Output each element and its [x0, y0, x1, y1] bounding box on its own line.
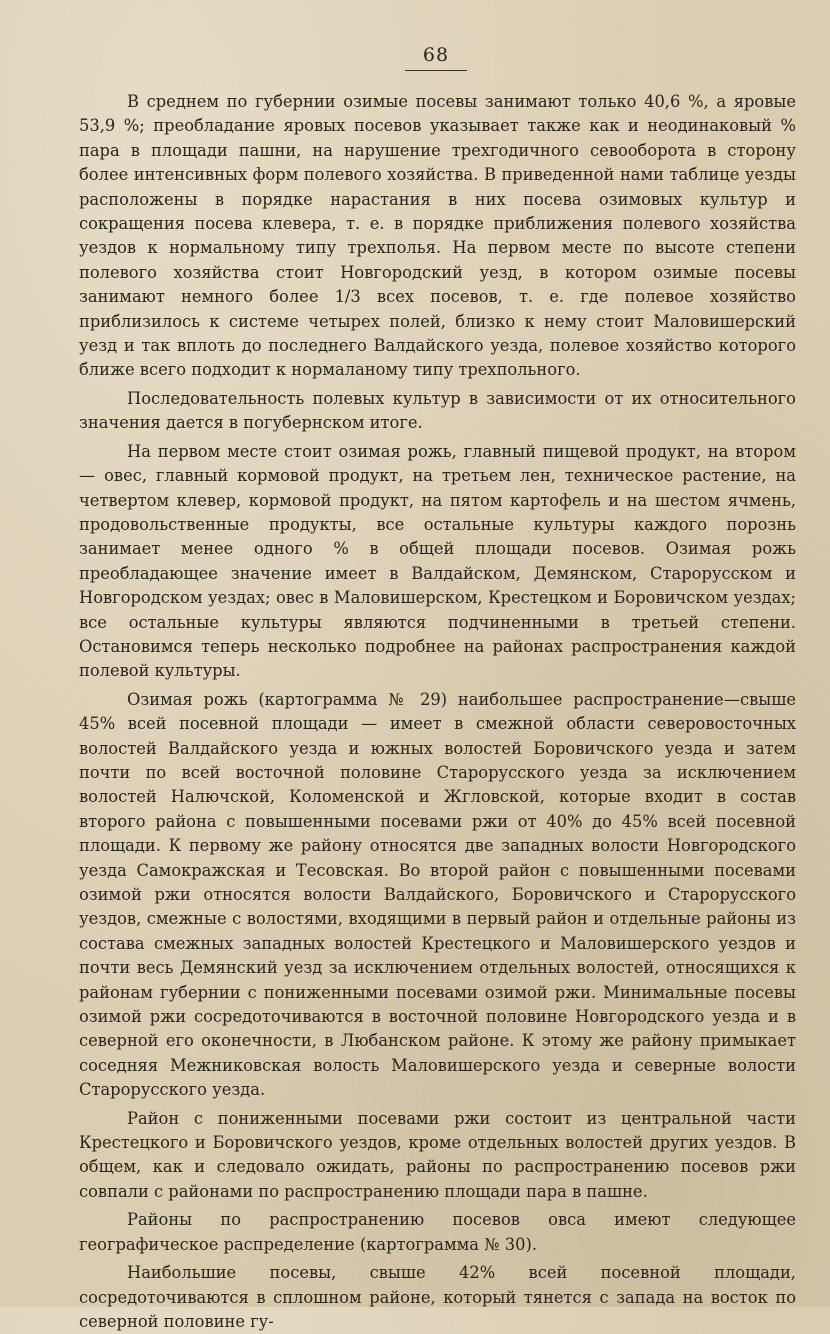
- paragraph-1: В среднем по губернии озимые посевы занимают только 40,6 %, а яровые 53,9 %; преобладание яровых посевов указывает также как и неодинаковый % пара в площади пашни, на нарушение трехгодичного севооборота в сторону более интенсивных форм полевого хозяйства. В приведенной нами таблице уезды расположены в порядке нарастания в них посева озимовых культур и сокращения посева клевера, т. е. в порядке приближения полевого хозяйства уездов к нормальному типу трехполья. На первом месте по высоте степени полевого хозяйства стоит Новгородский уезд, в котором озимые посевы занимают немного более 1/3 всех посевов, т. е. где полевое хозяйство приблизилось к системе четырех полей, близко к нему стоит Маловишерский уезд и так вплоть до последнего Валдайского уезда, полевое хозяйство которого ближе всего подходит к нормаланому типу трехпольного.: [79, 92, 796, 380]
- body-text: [79, 90, 796, 1334]
- paragraph-5: Район с пониженными посевами ржи состоит из центральной части Крестецкого и Боровичского уездов, кроме отдельных волостей других уездов. В общем, как и следовало ожидать, районы по распространению посевов ржи совпали с районами по распространению площади пара в пашне.: [79, 1108, 796, 1201]
- paragraph-2: Последовательность полевых культур в зависимости от их относительного значения дается в погубернском итоге.: [79, 388, 796, 433]
- page-number: 68: [422, 44, 450, 66]
- paragraph-4: Озимая рожь (картограмма № 29) наибольшее распространение—свыше 45% всей посевной площади — имеет в смежной области северовосточных волостей Валдайского уезда и южных волостей Боровичского уезда и затем почти по всей восточной половине Старорусского уезда за исключением волостей Налючской, Коломенской и Жгловской, которые входит в состав второго района с повышенными посевами ржи от 40% до 45% всей посевной площади. К первому же району относятся две западных волости Новгородского уезда Самокражская и Тесовская. Во второй район с повышенными посевами озимой ржи относятся волости Валдайского, Боровичского и Старорусского уездов, смежные с волостями, входящими в первый район и отдельные районы из состава смежных западных волостей Крестецкого и Маловишерского уездов и почти весь Демянский уезд за исключением отдельных волостей, относящихся к районам губернии с пониженными посевами озимой ржи. Минимальные посевы озимой ржи сосредоточиваются в восточной половине Новгородского уезда и в северной его оконечности, в Любанском районе. К этому же району примыкает соседняя Межниковская волость Маловишерского уезда и северные волости Старорусского уезда.: [79, 689, 796, 1100]
- paragraph-3: На первом месте стоит озимая рожь, главный пищевой продукт, на втором — овес, главный кормовой продукт, на третьем лен, техническое растение, на четвертом клевер, кормовой продукт, на пятом картофель и на шестом ячмень, продовольственные продукты, все остальные культуры каждого порознь занимает менее одного % в общей площади посевов. Озимая рожь преобладающее значение имеет в Валдайском, Демянском, Старорусском и Новгородском уездах; овес в Маловишерском, Крестецком и Боровичском уездах; все остальные культуры являются подчиненными в третьей степени. Остановимся теперь несколько подробнее на районах распространения каждой полевой культуры.: [79, 441, 796, 681]
- page-number-rule: [405, 70, 467, 71]
- paragraph-6: Районы по распространению посевов овса имеют следующее географическое распределение (картограмма № 30).: [79, 1210, 796, 1254]
- paragraph-7: Наибольшие посевы, свыше 42% всей посевной площади, сосредоточиваются в сплошном районе, который тянется с запада на восток по северной половине гу-: [79, 1263, 796, 1331]
